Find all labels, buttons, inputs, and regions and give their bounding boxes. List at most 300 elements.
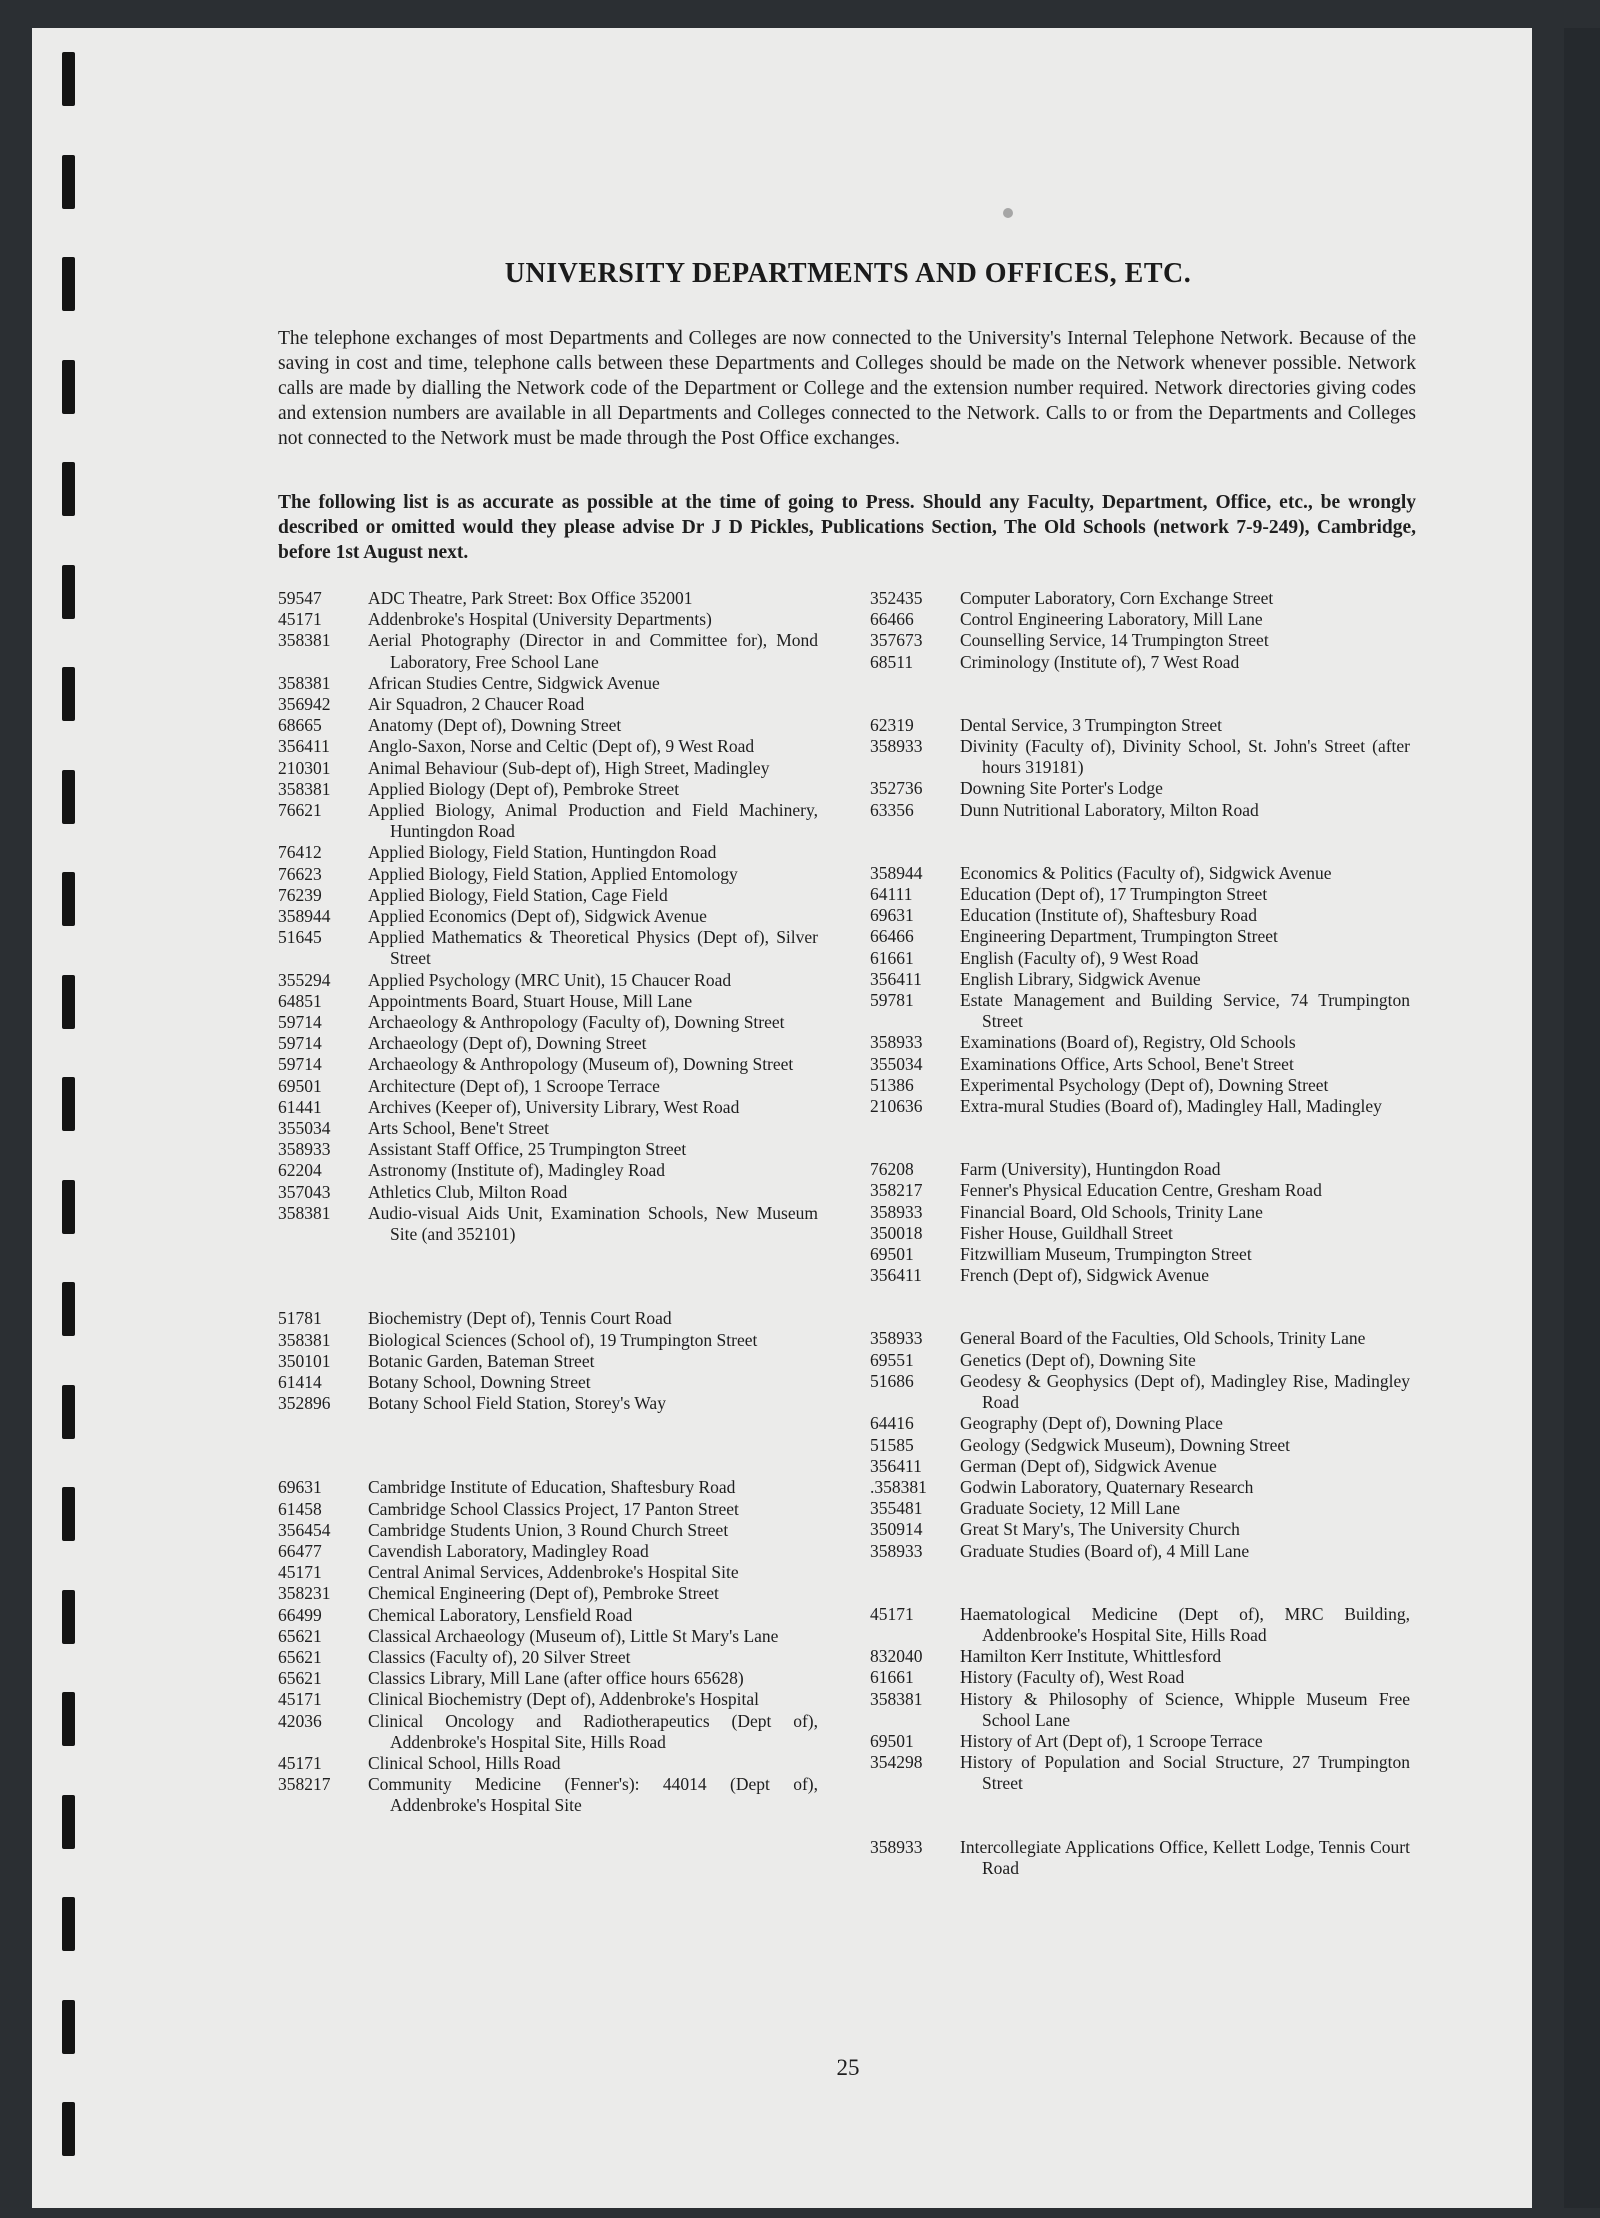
department-name: Downing Site Porter's Lodge xyxy=(960,778,1163,799)
phone-number: 357043 xyxy=(278,1181,331,1202)
department-name: General Board of the Faculties, Old Schools, Trinity Lane xyxy=(960,1328,1366,1349)
directory-entry xyxy=(278,673,818,694)
binding-hole xyxy=(62,2102,75,2156)
binding-hole xyxy=(62,1385,75,1439)
phone-number: 76239 xyxy=(278,884,322,905)
directory-entry xyxy=(278,1477,818,1498)
department-name: Examinations (Board of), Registry, Old Schools xyxy=(960,1032,1296,1053)
ink-dot xyxy=(1003,208,1013,218)
directory-entry xyxy=(278,1626,818,1647)
phone-number: 45171 xyxy=(278,609,322,630)
phone-number: 61661 xyxy=(870,1667,914,1688)
phone-number: 65621 xyxy=(278,1625,322,1646)
phone-number: 61414 xyxy=(278,1371,322,1392)
phone-number: 358381 xyxy=(870,1688,923,1709)
directory-entry xyxy=(278,1541,818,1562)
phone-number: 350101 xyxy=(278,1350,331,1371)
directory-entry xyxy=(870,1265,1410,1286)
directory-entry xyxy=(870,990,1410,1032)
directory-entry xyxy=(870,1541,1410,1562)
binding-hole xyxy=(62,1282,75,1336)
phone-number: 69631 xyxy=(278,1477,322,1498)
directory-entry xyxy=(870,926,1410,947)
phone-number: 45171 xyxy=(278,1752,322,1773)
department-name: African Studies Centre, Sidgwick Avenue xyxy=(368,672,660,693)
phone-number: 51585 xyxy=(870,1434,914,1455)
binding-hole xyxy=(62,1795,75,1849)
department-name: Botany School, Downing Street xyxy=(368,1371,591,1392)
directory-entry xyxy=(870,1752,1410,1794)
department-name: Cambridge Students Union, 3 Round Church Street xyxy=(368,1519,729,1540)
phone-number: 358944 xyxy=(278,906,331,927)
department-name: History (Faculty of), West Road xyxy=(960,1667,1185,1688)
phone-number: 352435 xyxy=(870,588,923,608)
intro-paragraph: The telephone exchanges of most Departments and Colleges are now connected to the University's Internal Telephone Network. Because of the saving in cost and time, telephone calls between these Departments and Colleges should be made on the Network whenever possible. Network calls are made by dialling the Network code of the Department or College and the extension number required. Network directories giving codes and extension numbers are available in all Departments and Colleges connected to the Network. Calls to or from the Departments and Colleges not connected to the Network must be made through the Post Office exchanges. xyxy=(278,328,1416,449)
department-name: Financial Board, Old Schools, Trinity Lane xyxy=(960,1201,1263,1222)
directory-entry xyxy=(870,1477,1410,1498)
directory-entry xyxy=(278,1012,818,1033)
department-name: Applied Biology, Field Station, Cage Field xyxy=(368,884,668,905)
phone-number: 68665 xyxy=(278,715,322,736)
directory-entry xyxy=(278,1647,818,1668)
directory-entry xyxy=(278,1139,818,1160)
department-name: Applied Psychology (MRC Unit), 15 Chaucer Road xyxy=(368,969,732,990)
department-name: Assistant Staff Office, 25 Trumpington Street xyxy=(368,1139,687,1160)
binding-hole xyxy=(62,462,75,516)
directory-entry xyxy=(870,736,1410,778)
phone-number: 59547 xyxy=(278,588,322,608)
department-name: History of Population and Social Structure, 27 Trumpington Street xyxy=(960,1752,1410,1794)
directory-entry xyxy=(278,1308,818,1329)
directory-entry xyxy=(870,1371,1410,1413)
binding-hole xyxy=(62,1897,75,1951)
group-gap xyxy=(870,1286,1410,1328)
phone-number: 76412 xyxy=(278,842,322,863)
phone-number: 61661 xyxy=(870,947,914,968)
department-name: Economics & Politics (Faculty of), Sidgwick Avenue xyxy=(960,862,1332,883)
phone-number: 45171 xyxy=(870,1603,914,1624)
phone-number: 62204 xyxy=(278,1160,322,1181)
binding-hole xyxy=(62,1590,75,1644)
department-name: Engineering Department, Trumpington Street xyxy=(960,926,1278,947)
department-name: Experimental Psychology (Dept of), Downing Street xyxy=(960,1074,1329,1095)
phone-number: 356411 xyxy=(278,736,330,757)
phone-number: 358933 xyxy=(870,1540,923,1561)
phone-number: 64111 xyxy=(870,884,913,905)
department-name: Control Engineering Laboratory, Mill Lane xyxy=(960,609,1263,630)
department-name: Extra-mural Studies (Board of), Madingley Hall, Madingley xyxy=(960,1096,1382,1117)
department-name: Chemical Laboratory, Lensfield Road xyxy=(368,1604,633,1625)
directory-entry xyxy=(870,905,1410,926)
department-name: Examinations Office, Arts School, Bene't Street xyxy=(960,1053,1294,1074)
phone-number: .358381 xyxy=(870,1476,927,1497)
directory-entry xyxy=(278,1203,818,1245)
department-name: Botanic Garden, Bateman Street xyxy=(368,1350,595,1371)
department-name: Hamilton Kerr Institute, Whittlesford xyxy=(960,1646,1222,1667)
directory-entry xyxy=(278,609,818,630)
directory-entry xyxy=(278,630,818,672)
directory-entry xyxy=(278,1182,818,1203)
department-name: History & Philosophy of Science, Whipple Museum Free School Lane xyxy=(960,1688,1410,1730)
phone-number: 59714 xyxy=(278,1012,322,1033)
directory-entry xyxy=(870,1328,1410,1349)
department-name: Audio-visual Aids Unit, Examination Schools, New Museum Site (and 352101) xyxy=(368,1202,818,1245)
phone-number: 358933 xyxy=(870,1201,923,1222)
directory-entry xyxy=(870,800,1410,821)
notice-paragraph: The following list is as accurate as possible at the time of going to Press. Should any Faculty, Department, Office, etc., be wrongly described or omitted would they please advise Dr J D Pickles, Publications Section, The Old Schools (network 7-9-249), Cambridge, before 1st August next. xyxy=(278,492,1416,563)
phone-number: 356411 xyxy=(870,1455,922,1476)
binding-hole xyxy=(62,1180,75,1234)
phone-number: 62319 xyxy=(870,714,914,735)
phone-number: 45171 xyxy=(278,1689,322,1710)
phone-number: 59714 xyxy=(278,1054,322,1075)
directory-entry xyxy=(278,1711,818,1753)
department-name: Godwin Laboratory, Quaternary Research xyxy=(960,1476,1254,1497)
department-name: Chemical Engineering (Dept of), Pembroke Street xyxy=(368,1583,719,1604)
directory-entry xyxy=(278,1605,818,1626)
department-name: Athletics Club, Milton Road xyxy=(368,1181,568,1202)
directory-entry xyxy=(870,609,1410,630)
phone-number: 65621 xyxy=(278,1646,322,1667)
phone-number: 42036 xyxy=(278,1710,322,1731)
directory-entry xyxy=(278,1351,818,1372)
directory-entry xyxy=(870,1032,1410,1053)
directory-entry xyxy=(278,1372,818,1393)
phone-number: 66499 xyxy=(278,1604,322,1625)
department-name: Applied Biology, Animal Production and Field Machinery, Huntingdon Road xyxy=(368,800,818,842)
directory-entry xyxy=(278,864,818,885)
phone-number: 358933 xyxy=(278,1139,331,1160)
directory-entry xyxy=(870,1604,1410,1646)
binding-hole xyxy=(62,360,75,414)
department-name: Cambridge School Classics Project, 17 Panton Street xyxy=(368,1498,739,1519)
directory-entry xyxy=(278,1774,818,1816)
directory-entry xyxy=(870,588,1410,609)
directory-entry xyxy=(870,1244,1410,1265)
department-name: Applied Biology, Field Station, Huntingdon Road xyxy=(368,842,717,863)
binding-holes xyxy=(32,28,82,2208)
phone-number: 350914 xyxy=(870,1519,923,1540)
phone-number: 59781 xyxy=(870,990,914,1011)
department-name: Classics Library, Mill Lane (after office hours 65628) xyxy=(368,1668,744,1689)
directory-column-right xyxy=(870,588,1410,1879)
department-name: Great St Mary's, The University Church xyxy=(960,1519,1240,1540)
department-name: Archaeology & Anthropology (Faculty of), Downing Street xyxy=(368,1012,785,1033)
phone-number: 69501 xyxy=(870,1244,914,1265)
department-name: Criminology (Institute of), 7 West Road xyxy=(960,651,1240,672)
department-name: Clinical School, Hills Road xyxy=(368,1752,561,1773)
directory-entry xyxy=(278,1054,818,1075)
phone-number: 355294 xyxy=(278,969,331,990)
phone-number: 355034 xyxy=(278,1118,331,1139)
phone-number: 357673 xyxy=(870,630,923,651)
phone-number: 210636 xyxy=(870,1096,923,1117)
phone-number: 51645 xyxy=(278,927,322,948)
binding-hole xyxy=(62,52,75,106)
binding-hole xyxy=(62,155,75,209)
page-title: UNIVERSITY DEPARTMENTS AND OFFICES, ETC. xyxy=(504,258,1192,289)
phone-number: 358933 xyxy=(870,1328,923,1349)
scanner-background xyxy=(1564,28,1600,2208)
department-name: Intercollegiate Applications Office, Kellett Lodge, Tennis Court Road xyxy=(960,1836,1410,1878)
directory-entry xyxy=(278,588,818,609)
department-name: Anatomy (Dept of), Downing Street xyxy=(368,715,622,736)
phone-number: 352896 xyxy=(278,1393,331,1414)
group-gap xyxy=(870,1562,1410,1604)
binding-hole xyxy=(62,1692,75,1746)
phone-number: 68511 xyxy=(870,651,914,672)
department-name: Appointments Board, Stuart House, Mill Lane xyxy=(368,990,693,1011)
directory-entry xyxy=(870,1498,1410,1519)
directory-column-left xyxy=(278,588,818,1817)
phone-number: 358231 xyxy=(278,1583,331,1604)
directory-entry xyxy=(870,1646,1410,1667)
phone-number: 64416 xyxy=(870,1413,914,1434)
directory-entry xyxy=(870,1837,1410,1879)
directory-entry xyxy=(870,1689,1410,1731)
department-name: ADC Theatre, Park Street: Box Office 352001 xyxy=(368,588,693,608)
directory-entry xyxy=(278,800,818,842)
phone-number: 358933 xyxy=(870,1836,923,1857)
department-name: Clinical Oncology and Radiotherapeutics (Dept of), Addenbroke's Hospital Site, Hills Road xyxy=(368,1710,818,1752)
department-name: English (Faculty of), 9 West Road xyxy=(960,947,1199,968)
directory-entry xyxy=(870,1456,1410,1477)
directory-entry xyxy=(278,1393,818,1414)
department-name: History of Art (Dept of), 1 Scroope Terrace xyxy=(960,1730,1263,1751)
directory-entry xyxy=(278,779,818,800)
phone-number: 358381 xyxy=(278,672,331,693)
department-name: Anglo-Saxon, Norse and Celtic (Dept of), 9 West Road xyxy=(368,736,755,757)
department-name: Classics (Faculty of), 20 Silver Street xyxy=(368,1646,631,1667)
department-name: Archaeology & Anthropology (Museum of), Downing Street xyxy=(368,1054,794,1075)
department-name: Dental Service, 3 Trumpington Street xyxy=(960,714,1222,735)
directory-entry xyxy=(870,884,1410,905)
department-name: Geology (Sedgwick Museum), Downing Street xyxy=(960,1434,1291,1455)
directory-entry xyxy=(278,1520,818,1541)
directory-entry xyxy=(870,1096,1410,1117)
department-name: Geodesy & Geophysics (Dept of), Madingley Rise, Madingley Road xyxy=(960,1370,1410,1413)
group-gap xyxy=(870,1795,1410,1837)
directory-entry xyxy=(870,863,1410,884)
directory-entry xyxy=(278,1689,818,1710)
phone-number: 51386 xyxy=(870,1074,914,1095)
department-name: Geography (Dept of), Downing Place xyxy=(960,1413,1223,1434)
department-name: Cambridge Institute of Education, Shaftesbury Road xyxy=(368,1477,736,1498)
group-gap xyxy=(278,1245,818,1308)
directory-entry xyxy=(278,736,818,757)
department-name: Astronomy (Institute of), Madingley Road xyxy=(368,1160,665,1181)
group-gap xyxy=(870,821,1410,863)
directory-entry xyxy=(278,694,818,715)
department-name: Clinical Biochemistry (Dept of), Addenbroke's Hospital xyxy=(368,1689,759,1710)
phone-number: 66466 xyxy=(870,926,914,947)
group-gap xyxy=(870,673,1410,715)
directory-entry xyxy=(278,1160,818,1181)
directory-entry xyxy=(278,1118,818,1139)
phone-number: 355481 xyxy=(870,1498,923,1519)
phone-number: 61441 xyxy=(278,1096,322,1117)
department-name: Archaeology (Dept of), Downing Street xyxy=(368,1033,647,1054)
phone-number: 51686 xyxy=(870,1370,914,1391)
directory-entry xyxy=(870,1667,1410,1688)
directory-entry xyxy=(870,1435,1410,1456)
directory-entry xyxy=(278,1033,818,1054)
phone-number: 61458 xyxy=(278,1498,322,1519)
phone-number: 66477 xyxy=(278,1540,322,1561)
phone-number: 69501 xyxy=(870,1730,914,1751)
phone-number: 66466 xyxy=(870,609,914,630)
phone-number: 76621 xyxy=(278,800,322,821)
phone-number: 59714 xyxy=(278,1033,322,1054)
department-name: Education (Dept of), 17 Trumpington Street xyxy=(960,884,1268,905)
department-name: Applied Mathematics & Theoretical Physics (Dept of), Silver Street xyxy=(368,927,818,969)
page-number: 25 xyxy=(836,2055,860,2080)
phone-number: 76623 xyxy=(278,863,322,884)
department-name: English Library, Sidgwick Avenue xyxy=(960,968,1201,989)
phone-number: 76208 xyxy=(870,1159,914,1180)
phone-number: 352736 xyxy=(870,778,923,799)
department-name: French (Dept of), Sidgwick Avenue xyxy=(960,1265,1209,1286)
department-name: Cavendish Laboratory, Madingley Road xyxy=(368,1540,649,1561)
directory-entry xyxy=(870,1350,1410,1371)
binding-hole xyxy=(62,770,75,824)
phone-number: 69631 xyxy=(870,905,914,926)
phone-number: 356411 xyxy=(870,968,922,989)
department-name: Applied Biology, Field Station, Applied Entomology xyxy=(368,863,738,884)
department-name: Architecture (Dept of), 1 Scroope Terrace xyxy=(368,1075,660,1096)
phone-number: 51781 xyxy=(278,1308,322,1329)
department-name: Archives (Keeper of), University Library, West Road xyxy=(368,1096,740,1117)
phone-number: 69501 xyxy=(278,1075,322,1096)
binding-hole xyxy=(62,975,75,1029)
directory-entry xyxy=(870,1731,1410,1752)
binding-hole xyxy=(62,565,75,619)
directory-entry xyxy=(278,906,818,927)
binding-hole xyxy=(62,1487,75,1541)
directory-entry xyxy=(278,991,818,1012)
department-name: Education (Institute of), Shaftesbury Road xyxy=(960,905,1257,926)
directory-entry xyxy=(278,842,818,863)
directory-entry xyxy=(870,1519,1410,1540)
binding-hole xyxy=(62,872,75,926)
phone-number: 65621 xyxy=(278,1668,322,1689)
directory-entry xyxy=(278,885,818,906)
phone-number: 358381 xyxy=(278,778,331,799)
department-name: Graduate Society, 12 Mill Lane xyxy=(960,1498,1180,1519)
directory-entry xyxy=(278,1499,818,1520)
group-gap xyxy=(278,1414,818,1477)
department-name: Farm (University), Huntingdon Road xyxy=(960,1159,1221,1180)
department-name: Classical Archaeology (Museum of), Little St Mary's Lane xyxy=(368,1625,779,1646)
department-name: Genetics (Dept of), Downing Site xyxy=(960,1349,1196,1370)
phone-number: 354298 xyxy=(870,1752,923,1773)
binding-hole xyxy=(62,2000,75,2054)
department-name: Fisher House, Guildhall Street xyxy=(960,1222,1173,1243)
department-name: German (Dept of), Sidgwick Avenue xyxy=(960,1455,1217,1476)
directory-entry xyxy=(278,1583,818,1604)
binding-hole xyxy=(62,667,75,721)
directory-entry xyxy=(870,1413,1410,1434)
phone-number: 358217 xyxy=(278,1774,331,1795)
phone-number: 358944 xyxy=(870,862,923,883)
directory-entry xyxy=(278,715,818,736)
phone-number: 356411 xyxy=(870,1265,922,1286)
department-name: Divinity (Faculty of), Divinity School, St. John's Street (after hours 319181) xyxy=(960,736,1410,778)
department-name: Graduate Studies (Board of), 4 Mill Lane xyxy=(960,1540,1250,1561)
directory-entry xyxy=(870,1054,1410,1075)
department-name: Estate Management and Building Service, 74 Trumpington Street xyxy=(960,990,1410,1032)
department-name: Botany School Field Station, Storey's Way xyxy=(368,1393,666,1414)
directory-entry xyxy=(278,1668,818,1689)
directory-entry xyxy=(278,1753,818,1774)
phone-number: 356942 xyxy=(278,694,331,715)
phone-number: 358381 xyxy=(278,1329,331,1350)
phone-number: 63356 xyxy=(870,799,914,820)
directory-entry xyxy=(278,1330,818,1351)
phone-number: 355034 xyxy=(870,1053,923,1074)
directory-entry xyxy=(278,970,818,991)
binding-hole xyxy=(62,1077,75,1131)
department-name: Applied Biology (Dept of), Pembroke Street xyxy=(368,778,680,799)
directory-entry xyxy=(870,1180,1410,1201)
department-name: Computer Laboratory, Corn Exchange Street xyxy=(960,588,1274,608)
phone-number: 45171 xyxy=(278,1562,322,1583)
phone-number: 64851 xyxy=(278,990,322,1011)
directory-entry xyxy=(870,1075,1410,1096)
department-name: Community Medicine (Fenner's): 44014 (Dept of), Addenbroke's Hospital Site xyxy=(368,1774,818,1816)
phone-number: 210301 xyxy=(278,757,331,778)
directory-entry xyxy=(870,652,1410,673)
department-name: Dunn Nutritional Laboratory, Milton Road xyxy=(960,799,1259,820)
phone-number: 832040 xyxy=(870,1646,923,1667)
phone-number: 69551 xyxy=(870,1349,914,1370)
department-name: Arts School, Bene't Street xyxy=(368,1118,550,1139)
department-name: Biological Sciences (School of), 19 Trumpington Street xyxy=(368,1329,758,1350)
directory-entry xyxy=(278,1076,818,1097)
department-name: Fitzwilliam Museum, Trumpington Street xyxy=(960,1244,1252,1265)
department-name: Fenner's Physical Education Centre, Gresham Road xyxy=(960,1180,1322,1201)
directory-entry xyxy=(870,630,1410,651)
directory-entry xyxy=(278,1562,818,1583)
directory-entry xyxy=(278,927,818,969)
department-name: Addenbroke's Hospital (University Departments) xyxy=(368,609,712,630)
phone-number: 358933 xyxy=(870,1032,923,1053)
department-name: Animal Behaviour (Sub-dept of), High Street, Madingley xyxy=(368,757,770,778)
department-name: Air Squadron, 2 Chaucer Road xyxy=(368,694,585,715)
department-name: Biochemistry (Dept of), Tennis Court Road xyxy=(368,1308,672,1329)
directory-entry xyxy=(870,778,1410,799)
phone-number: 358217 xyxy=(870,1180,923,1201)
directory-entry xyxy=(870,1202,1410,1223)
phone-number: 358381 xyxy=(278,1202,331,1223)
phone-number: 350018 xyxy=(870,1222,923,1243)
department-name: Central Animal Services, Addenbroke's Hospital Site xyxy=(368,1562,739,1583)
department-name: Applied Economics (Dept of), Sidgwick Avenue xyxy=(368,906,707,927)
phone-number: 358933 xyxy=(870,736,923,757)
directory-entry xyxy=(870,948,1410,969)
directory-entry xyxy=(870,1223,1410,1244)
binding-hole xyxy=(62,257,75,311)
directory-entry xyxy=(870,969,1410,990)
directory-entry xyxy=(278,1097,818,1118)
department-name: Haematological Medicine (Dept of), MRC Building, Addenbrooke's Hospital Site, Hills Road xyxy=(960,1603,1410,1645)
department-name: Aerial Photography (Director in and Committee for), Mond Laboratory, Free School Lane xyxy=(368,630,818,672)
phone-number: 356454 xyxy=(278,1519,331,1540)
directory-entry xyxy=(278,758,818,779)
department-name: Counselling Service, 14 Trumpington Street xyxy=(960,630,1269,651)
directory-entry xyxy=(870,1159,1410,1180)
group-gap xyxy=(870,1117,1410,1159)
